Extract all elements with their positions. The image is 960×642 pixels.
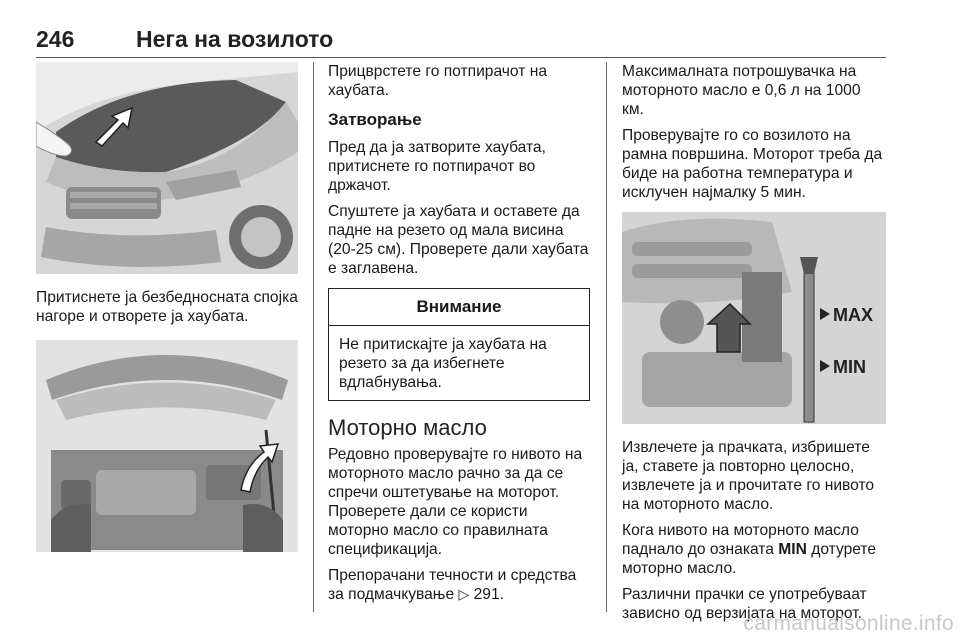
column-3	[622, 62, 886, 630]
page-number: 246	[36, 26, 75, 52]
column-1	[36, 62, 298, 552]
engine-oil-paragraph-1: Редовно проверувајте го нивото на моторното масло рачно за да се спречи оштетување на моторот. Проверете дали се користи моторно масло со правилната спецификација.	[328, 446, 583, 558]
page-reference-icon[interactable]: ▷	[458, 586, 470, 602]
oil-consumption-paragraph: Максималната потрошувачка на моторното масло е 0,6 л на 1000 км.	[622, 63, 861, 118]
warning-box	[328, 288, 590, 401]
warning-title: Внимание	[329, 289, 589, 326]
watermark: carmanualsonline.info	[743, 612, 954, 635]
dipstick-procedure-paragraph: Извлечете ја прачката, избришете ја, ставете ја повторно целосно, извлечете ја и прочитате го нивото на моторното масло.	[622, 439, 875, 513]
min-mark-label: MIN	[778, 541, 807, 558]
hood-release-illustration	[36, 62, 298, 274]
warning-text: Не притискајте ја хаубата на резето за да избегнете вдлабнувања.	[339, 336, 547, 391]
engine-oil-heading: Моторно масло	[328, 415, 487, 440]
page-header	[36, 18, 886, 52]
page-title: Нега на возилото	[136, 26, 334, 52]
dipstick-min-label: MIN	[833, 357, 866, 377]
dipstick-illustration	[622, 212, 886, 424]
header-rule	[36, 57, 886, 58]
top-up-paragraph	[622, 521, 886, 578]
hood-release-caption: Притиснете ја безбедносната спојка нагоре и отворете ја хаубата.	[36, 289, 298, 325]
dipstick-variants-paragraph: Различни прачки се употребуваат зависно од верзијата на моторот.	[622, 586, 867, 622]
engine-oil-paragraph-2	[328, 566, 590, 604]
closing-heading: Затворање	[328, 110, 422, 129]
column-2	[328, 62, 590, 611]
hood-open-illustration	[36, 340, 298, 552]
closing-paragraph-2: Спуштете ја хаубата и оставете да падне на резето од мала висина (20-25 см). Проверете дали хаубата е заглавена.	[328, 203, 589, 277]
column-divider-1	[313, 62, 314, 612]
column-divider-2	[606, 62, 607, 612]
oil-check-conditions-paragraph: Проверувајте го со возилото на рамна површина. Моторот треба да биде на работна температура и исклучен најмалку 5 мин.	[622, 127, 883, 201]
top-up-text-end: дотурете моторно масло.	[622, 541, 877, 577]
top-up-text-start: Кога нивото на моторното масло паднало до ознаката	[622, 522, 859, 558]
prop-rod-instruction: Прицврстете го потпирачот на хаубата.	[328, 63, 548, 99]
dipstick-max-label: MAX	[833, 305, 873, 325]
recommended-fluids-text: Препорачани течности и средства за подмачкување	[328, 567, 577, 603]
page-reference-link[interactable]: 291.	[473, 586, 504, 603]
closing-paragraph-1: Пред да ја затворите хаубата, притиснете го потпирачот во држачот.	[328, 139, 546, 194]
